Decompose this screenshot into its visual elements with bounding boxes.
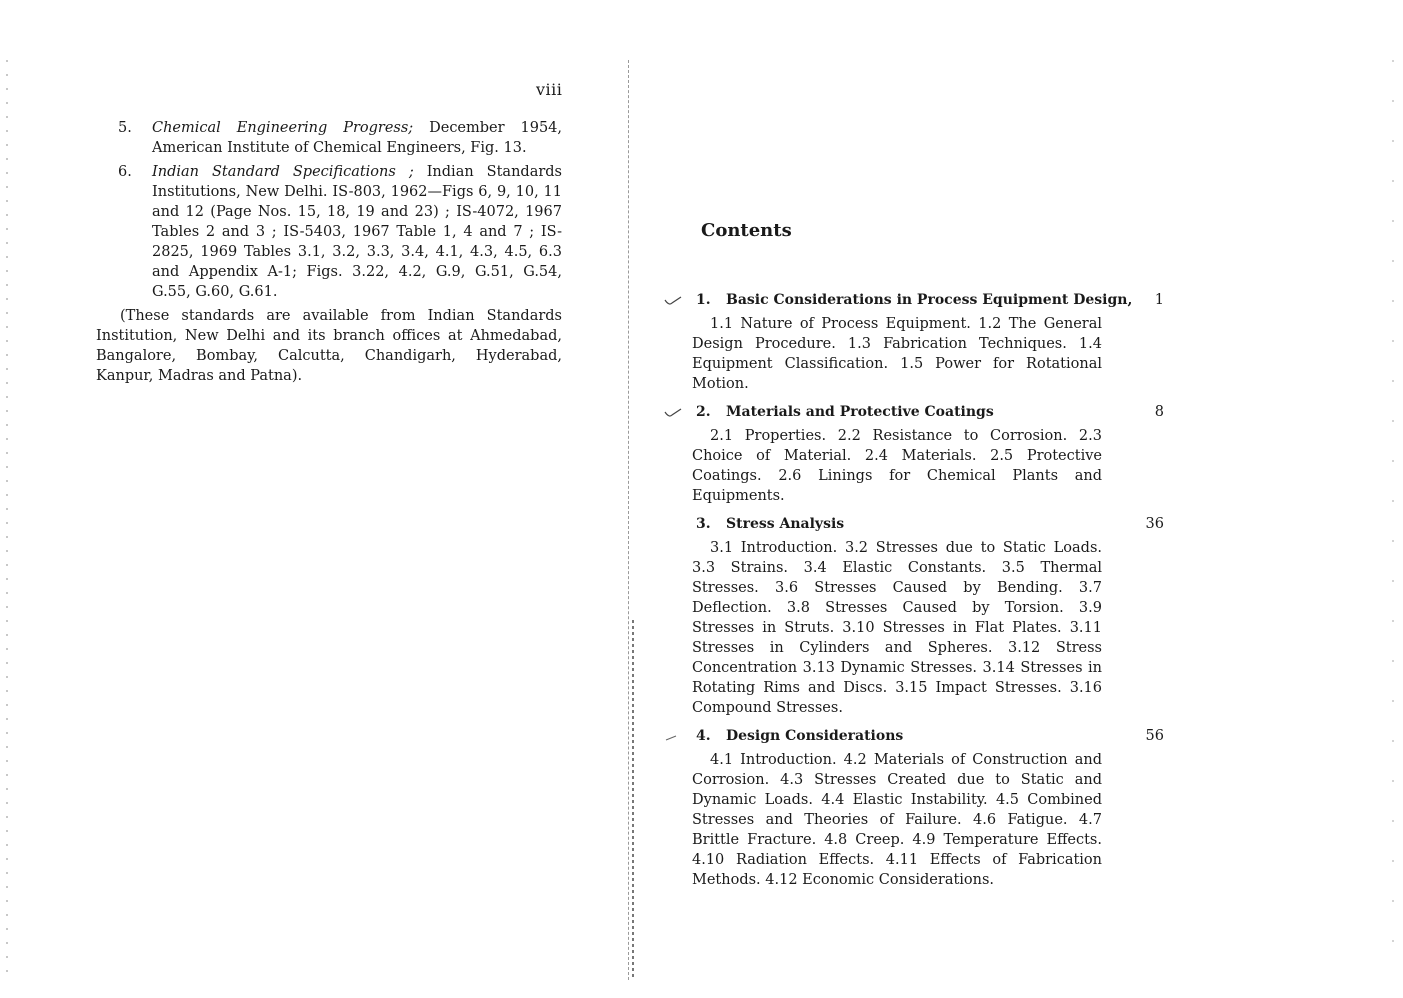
- chapter-sections: 4.1 Introduction. 4.2 Materials of Construction and Corrosion. 4.3 Stresses Created due to Static and Dynamic Loads. 4.4 Elastic Instability. 4.5 Combined Stresses and Theories of Failure. 4.6 Fatigue. 4.7 Brittle Fracture. 4.8 Creep. 4.9 Temperature Effects. 4.10 Radiation Effects. 4.11 Effects of Fabrication Methods. 4.12 Economic Considerations.: [692, 752, 1102, 888]
- reference-text: December 1954, American Institute of Chemical Engineers, Fig. 13.: [152, 120, 562, 156]
- reference-list: [96, 118, 562, 386]
- chapter-title: Materials and Protective Coatings: [726, 404, 994, 420]
- chapter-sections: 3.1 Introduction. 3.2 Stresses due to Static Loads. 3.3 Strains. 3.4 Elastic Constants. 3.5 Thermal Stresses. 3.6 Stresses Caused by Bending. 3.7 Deflection. 3.8 Stresses Caused by Torsion. 3.9 Stresses in Struts. 3.10 Stresses in Flat Plates. 3.11 Stresses in Cylinders and Spheres. 3.12 Stress Concentration 3.13 Dynamic Stresses. 3.14 Stresses in Rotating Rims and Discs. 3.15 Impact Stresses. 3.16 Compound Stresses.: [692, 540, 1102, 716]
- reference-text: Indian Standards Institutions, New Delhi. IS-803, 1962—Figs 6, 9, 10, 11 and 12 (Page Nos. 15, 18, 19 and 23) ; IS-4072, 1967 Tables 2 and 3 ; IS-5403, 1967 Table 1, 4 and 7 ; IS-2825, 1969 Tables 3.1, 3.2, 3.3, 3.4, 4.1, 4.3, 4.5, 6.3 and Appendix A-1; Figs. 3.22, 4.2, G.9, G.51, G.54, G.55, G.60, G.61.: [152, 164, 562, 300]
- reference-number: 6.: [118, 164, 132, 180]
- standards-availability-note: (These standards are available from Indian Standards Institution, New Delhi and its branch offices at Ahmedabad, Bangalore, Bombay, Calcutta, Chandigarh, Hyderabad, Kanpur, Madras and Patna).: [96, 308, 562, 384]
- toc-chapter: [692, 292, 1164, 394]
- chapter-number: 2.: [696, 404, 711, 420]
- chapter-page-number: 1: [1154, 292, 1164, 308]
- chapter-heading: [692, 516, 1164, 538]
- reference-number: 5.: [118, 120, 132, 136]
- chapter-page-number: 56: [1145, 728, 1164, 744]
- page-number: viii: [536, 80, 563, 99]
- reference-item: [96, 162, 562, 302]
- contents-heading: Contents: [701, 220, 792, 241]
- table-of-contents: [692, 292, 1164, 900]
- chapter-sections: 1.1 Nature of Process Equipment. 1.2 The General Design Procedure. 1.3 Fabrication Techniques. 1.4 Equipment Classification. 1.5 Power for Rotational Motion.: [692, 316, 1102, 392]
- reference-title: Chemical Engineering Progress;: [152, 120, 414, 136]
- chapter-heading: [692, 292, 1164, 314]
- scan-edge-right: [1392, 60, 1394, 980]
- reference-item: [96, 118, 562, 158]
- left-page: [0, 0, 626, 998]
- chapter-title: Basic Considerations in Process Equipment Design,: [726, 292, 1133, 308]
- reference-title: Indian Standard Specifications ;: [152, 164, 414, 180]
- chapter-page-number: 8: [1154, 404, 1164, 420]
- chapter-number: 1.: [696, 292, 711, 308]
- chapter-title: Design Considerations: [726, 728, 904, 744]
- chapter-page-number: 36: [1145, 516, 1164, 532]
- toc-chapter: [692, 728, 1164, 890]
- chapter-number: 3.: [696, 516, 711, 532]
- chapter-title: Stress Analysis: [726, 516, 845, 532]
- chapter-heading: [692, 728, 1164, 750]
- pencil-tick-mark-icon: [664, 296, 682, 306]
- pencil-tick-mark-icon: [664, 732, 682, 742]
- toc-chapter: [692, 404, 1164, 506]
- chapter-sections: 2.1 Properties. 2.2 Resistance to Corrosion. 2.3 Choice of Material. 2.4 Materials. 2.5 Protective Coatings. 2.6 Linings for Chemical Plants and Equipments.: [692, 428, 1102, 504]
- toc-chapter: [692, 516, 1164, 718]
- pencil-tick-mark-icon: [664, 408, 682, 418]
- chapter-heading: [692, 404, 1164, 426]
- book-gutter-binding: [632, 620, 634, 980]
- chapter-number: 4.: [696, 728, 711, 744]
